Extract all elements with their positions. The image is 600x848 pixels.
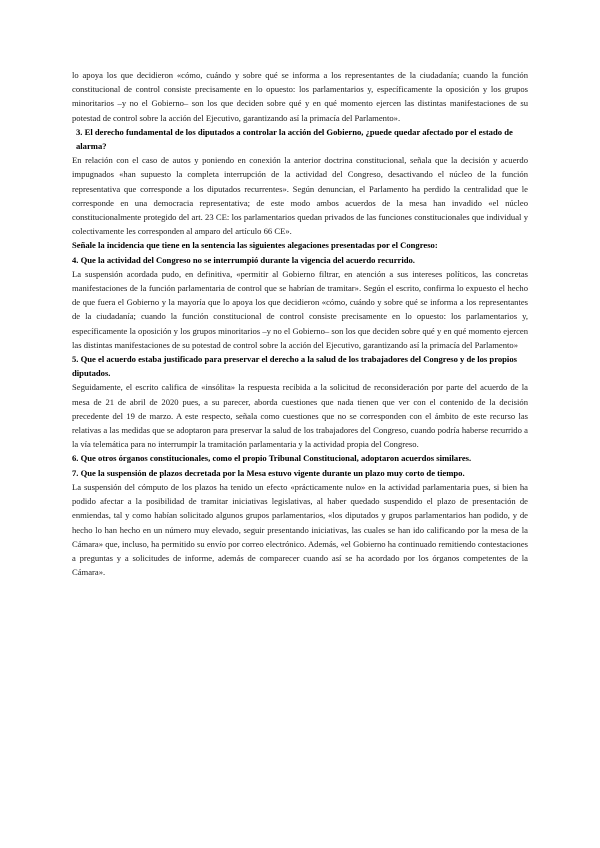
- heading-question-7: 7. Que la suspensión de plazos decretada por la Mesa estuvo vigente durante un plazo muy corto de tiempo.: [72, 467, 465, 478]
- heading-allegations: Señale la incidencia que tiene en la sentencia las siguientes alegaciones presentadas por el Congreso:: [72, 240, 438, 251]
- paragraph-1: lo apoya los que decidieron «cómo, cuándo y sobre qué se informa a los representantes de la ciudadanía; cuando la función constitucional de control consiste precisamente en lo opuesto: los parlamentarios y, específicamente la oposición y los grupos minoritarios –y no el Gobierno– son los que deciden sobre qué y en qué momento ejercen las distintas manifestaciones de su potestad de control sobre la acción del Ejecutivo, garantizando así la primacía del Parlamento».: [72, 70, 528, 123]
- heading-question-4: 4. Que la actividad del Congreso no se interrumpió durante la vigencia del acuerdo recurrido.: [72, 254, 415, 265]
- heading-question-3: 3. El derecho fundamental de los diputados a controlar la acción del Gobierno, ¿puede quedar afectado por el estado de alarma?: [76, 126, 513, 152]
- heading-question-5: 5. Que el acuerdo estaba justificado para preservar el derecho a la salud de los trabajadores del Congreso y de los propios diputados.: [72, 354, 517, 379]
- paragraph-3: La suspensión acordada pudo, en definitiva, «permitir al Gobierno filtrar, en atención a sus intereses políticos, las concretas manifestaciones de la función parlamentaria de control que se habrían de tramitar». Según el escrito, confirma lo expuesto el hecho de que fuera el Gobierno y la mayoría que lo apoya los que decidieron «cómo, cuándo y sobre qué se informa a los representantes de la ciudadanía; cuando la función constitucional de control consiste precisamente en lo opuesto: los parlamentarios y, específicamente la oposición y los grupos minoritarios –y no el Gobierno– son los que deciden sobre qué y en qué momento ejercen las distintas manifestaciones de su potestad de control sobre la acción del Ejecutivo, garantizando así la primacía del Parlamento»: [72, 268, 528, 350]
- paragraph-4: Seguidamente, el escrito califica de «insólita» la respuesta recibida a la solicitud de reconsideración por parte del acuerdo de la mesa de 21 de abril de 2020 pues, a su parecer, aborda cuestiones que nada tienen que ver con el contenido de la decisión precedente del 19 de marzo. A este respecto, señala como cuestiones que no se corresponden con el ámbito de este recurso las relativas a las medidas que se adoptaron para preservar la salud de los trabajadores del Congreso, cuando podría haberse recurrido a la vía telemática para no interrumpir la tramitación parlamentaria y la actividad propia del Congreso.: [72, 382, 528, 450]
- document-page: [72, 68, 528, 579]
- paragraph-2: En relación con el caso de autos y poniendo en conexión la anterior doctrina constitucional, señala que la decisión y acuerdo impugnados «han supuesto la completa interrupción de la actividad del Congreso, desactivando el núcleo de la función representativa que corresponde a los diputados recurrentes». Según denuncian, el Parlamento ha perdido la centralidad que le corresponde en una democracia representativa; de este modo ambos acuerdos de la mesa han invadido «el núcleo constitucionalmente protegido del art. 23 CE: los parlamentarios quedan privados de las funciones constitucionales que individual y colectivamente les corresponden al amparo del artículo 66 CE».: [72, 155, 528, 237]
- heading-question-6: 6. Que otros órganos constitucionales, como el propio Tribunal Constitucional, adoptaron acuerdos similares.: [72, 453, 472, 464]
- paragraph-5: La suspensión del cómputo de los plazos ha tenido un efecto «prácticamente nulo» en la actividad parlamentaria pues, si bien ha podido afectar a la posibilidad de tramitar iniciativas legislativas, al haber quedado suspendido el plazo de presentación de enmiendas, tal y como habían solicitado algunos grupos parlamentarios, «los diputados y grupos parlamentarios han podido, y de hecho lo han hecho en un número muy elevado, seguir presentando iniciativas, las cuales se han ido calificando por la mesa de la Cámara» que, incluso, ha permitido su envío por correo electrónico. Además, «el Gobierno ha continuado remitiendo contestaciones a preguntas y a solicitudes de informe, además de comparecer cuando así se ha acordado por los órganos competentes de la Cámara».: [72, 481, 528, 578]
